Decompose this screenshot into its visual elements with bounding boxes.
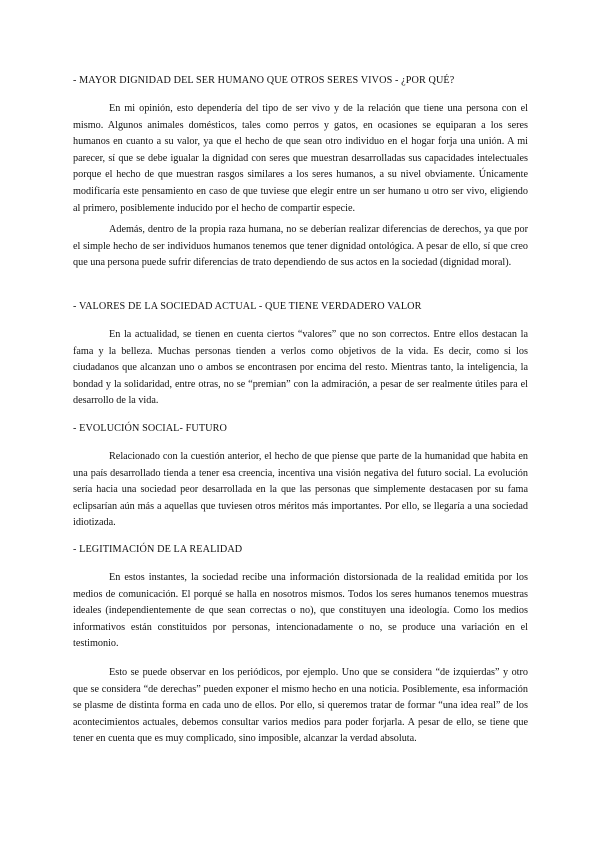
section-heading-legitimacion: - LEGITIMACIÓN DE LA REALIDAD: [73, 544, 243, 555]
paragraph-evolucion-1: Relacionado con la cuestión anterior, el hecho de que piense que parte de la humanidad que habita en una país desarrollado tienda a tener esa creencia, incentiva una visión negativa del futuro social. La evolución sería hacia una sociedad peor desarrollada en la que las personas que simplemente destacasen por su fama eclipsarían aún más a aquellas que tuviesen otros méritos más importantes. Por ello, se llegaría a una sociedad idiotizada.: [73, 451, 528, 529]
paragraph-legitimacion-1: En estos instantes, la sociedad recibe una información distorsionada de la realidad emitida por los medios de comunicación. El porqué se halla en nosotros mismos. Todos los seres humanos tenemos muestras ideales (independientemente de que sean correctas o no), que constituyen una ideología. Como los medios informativos están constituidos por personas, intencionadamente o no, se produce una variación en el testimonio.: [73, 572, 528, 650]
section-heading-valores: - VALORES DE LA SOCIEDAD ACTUAL - QUE TIENE VERDADERO VALOR: [73, 301, 422, 312]
paragraph-dignidad-1: En mi opinión, esto dependería del tipo de ser vivo y de la relación que tiene una persona con el mismo. Algunos animales domésticos, tales como perros y gatos, en ocasiones se equiparan a los seres humanos en cuanto a su valor, ya que el hecho de que sean otro individuo en el hogar forja una unión. A mi parecer, sí que se debe igualar la dignidad con seres que muestran desarrolladas sus capacidades intelectuales porque el hecho de que muestran rasgos similares a los seres humanos, a su nivel obviamente. Únicamente modificaría este pensamiento en caso de que tuviese que elegir entre un ser humano u otro ser vivo, eligiendo al primero, posiblemente inducido por el hecho de compartir especie.: [73, 103, 528, 214]
section-heading-dignidad: - MAYOR DIGNIDAD DEL SER HUMANO QUE OTROS SERES VIVOS - ¿POR QUÉ?: [73, 75, 455, 86]
paragraph-valores-1: En la actualidad, se tienen en cuenta ciertos “valores” que no son correctos. Entre ellos destacan la fama y la belleza. Muchas personas tienden a verlos como objetivos de la vida. Es decir, como si los ciudadanos que alcanzan uno o ambos se encontrasen por encima del resto. Mientras tanto, la inteligencia, la bondad y la solidaridad, entre otras, no se “premian” con la admiración, a pesar de ser realmente útiles para el desarrollo de la vida.: [73, 329, 528, 407]
paragraph-dignidad-2: Además, dentro de la propia raza humana, no se deberían realizar diferencias de derechos, ya que por el simple hecho de ser individuos humanos tenemos que tener dignidad ontológica. A pesar de ello, sí que creo que una persona puede sufrir diferencias de trato dependiendo de sus actos en la sociedad (dignidad moral).: [73, 224, 528, 269]
section-heading-evolucion: - EVOLUCIÓN SOCIAL- FUTURO: [73, 423, 227, 434]
paragraph-legitimacion-2: Esto se puede observar en los periódicos, por ejemplo. Uno que se considera “de izquierdas” y otro que se considera “de derechas” pueden exponer el mismo hecho en una noticia. Posiblemente, esa información se plasme de distinta forma en cada uno de ellos. Por ello, si queremos tratar de formar “una idea real” de los acontecimientos actuales, debemos consultar varios medios para poder forjarla. A pesar de ello, se tiene que tener en cuenta que es muy complicado, sino imposible, alcanzar la verdad absoluta.: [73, 667, 528, 745]
